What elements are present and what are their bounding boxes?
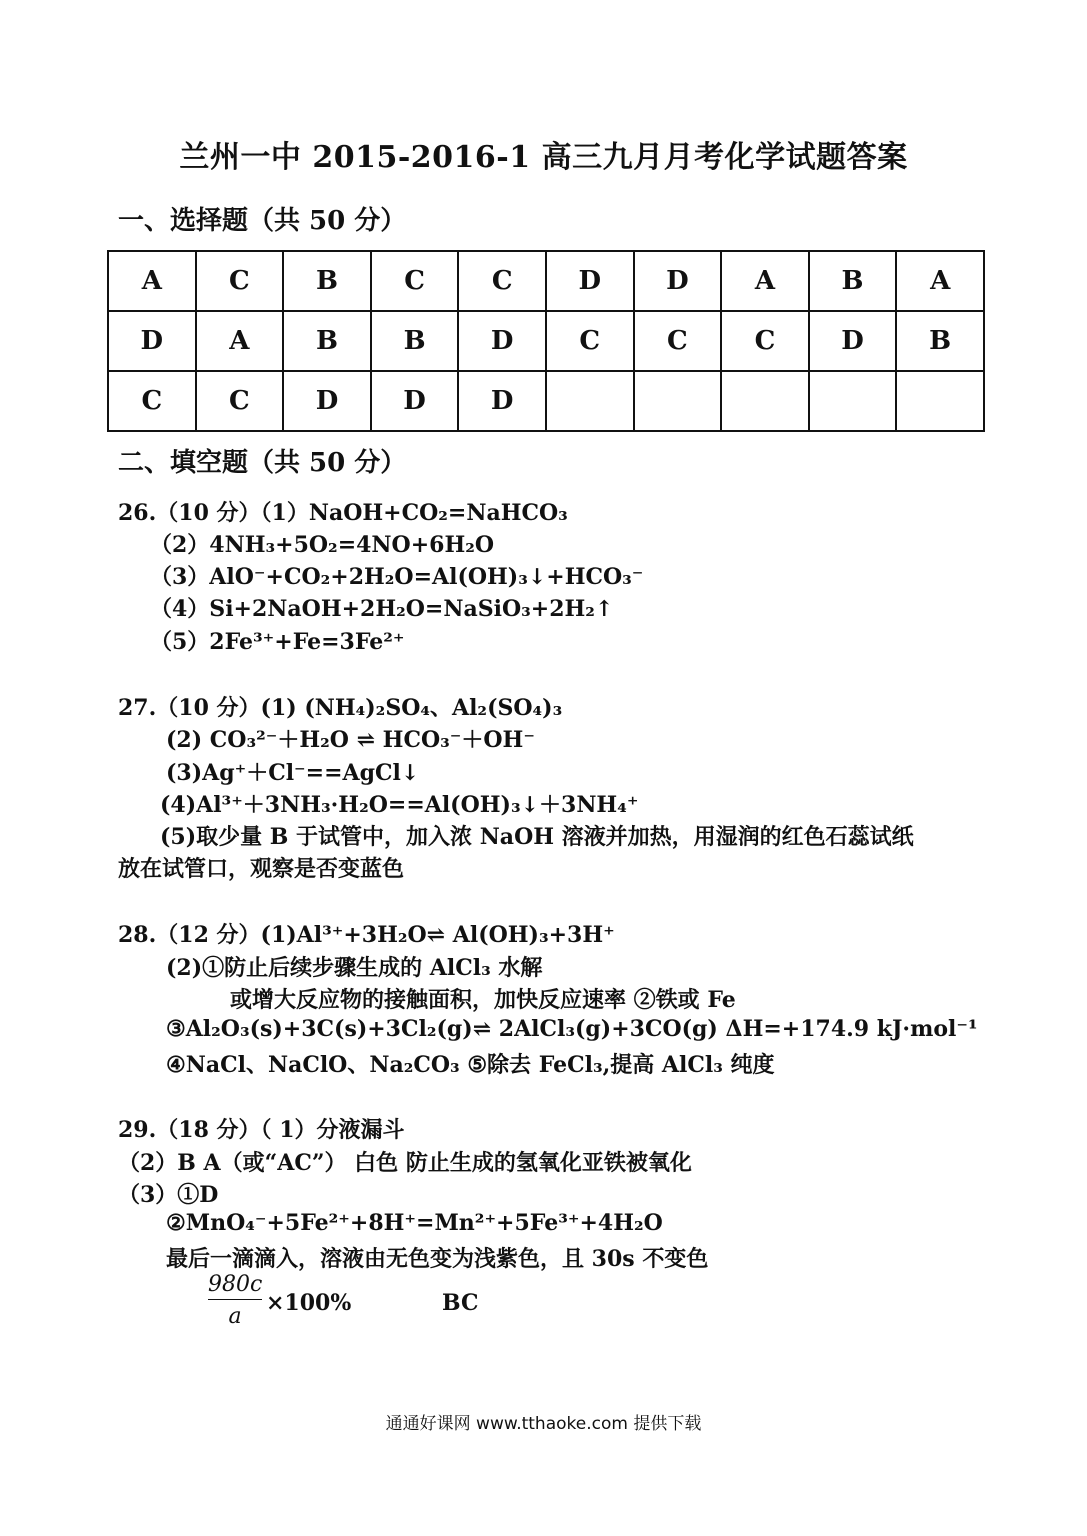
q27-line-2: (2) CO₃²⁻＋H₂O ⇌ HCO₃⁻＋OH⁻ xyxy=(166,727,535,753)
answer-cell: A xyxy=(896,251,984,311)
q29-line-1: 29.（18 分）（ 1）分液漏斗 xyxy=(118,1117,405,1143)
q26-line-5: （5）2Fe³⁺+Fe=3Fe²⁺ xyxy=(150,629,405,655)
q27-line-3: (3)Ag⁺＋Cl⁻==AgCl↓ xyxy=(166,760,420,786)
answer-cell: D xyxy=(809,311,897,371)
q28-line-4: ③Al₂O₃(s)+3C(s)+3Cl₂(g)⇌ 2AlCl₃(g)+3CO(g) ΔH=+174.9 kJ·mol⁻¹ xyxy=(166,1016,978,1042)
answer-cell: C xyxy=(196,371,284,431)
q26-line-3: （3）AlO⁻+CO₂+2H₂O=Al(OH)₃↓+HCO₃⁻ xyxy=(150,564,644,590)
q27-line-1: 27.（10 分）(1) (NH₄)₂SO₄、Al₂(SO₄)₃ xyxy=(118,695,563,721)
answer-cell: D xyxy=(108,311,196,371)
answer-cell: A xyxy=(196,311,284,371)
choice-answer-table xyxy=(107,250,985,432)
section-heading-fill: 二、填空题（共 50 分） xyxy=(118,448,407,478)
fraction-numerator: 980c xyxy=(208,1272,262,1300)
q28-line-3: 或增大反应物的接触面积，加快反应速率 ②铁或 Fe xyxy=(230,987,736,1013)
fraction-denominator: a xyxy=(228,1304,242,1329)
q26-line-4: （4）Si+2NaOH+2H₂O=NaSiO₃+2H₂↑ xyxy=(150,596,614,622)
q27-line-6: 放在试管口，观察是否变蓝色 xyxy=(118,856,405,882)
purity-fraction xyxy=(208,1272,262,1329)
answer-cell: D xyxy=(283,371,371,431)
q29-line-4: ②MnO₄⁻+5Fe²⁺+8H⁺=Mn²⁺+5Fe³⁺+4H₂O xyxy=(166,1210,663,1236)
q29-answer-bc: BC xyxy=(442,1290,479,1316)
answer-cell xyxy=(721,371,809,431)
answer-row xyxy=(108,251,984,311)
answer-cell: C xyxy=(458,251,546,311)
q26-line-2: （2）4NH₃+5O₂=4NO+6H₂O xyxy=(150,532,495,558)
answer-cell: D xyxy=(458,311,546,371)
answer-cell: B xyxy=(896,311,984,371)
answer-cell: C xyxy=(546,311,634,371)
answer-cell: A xyxy=(108,251,196,311)
q27-line-5: (5)取少量 B 于试管中，加入浓 NaOH 溶液并加热，用湿润的红色石蕊试纸 xyxy=(160,824,914,850)
answer-cell: B xyxy=(283,311,371,371)
answer-cell: C xyxy=(721,311,809,371)
q27-line-4: (4)Al³⁺＋3NH₃·H₂O==Al(OH)₃↓＋3NH₄⁺ xyxy=(160,792,639,818)
answer-cell xyxy=(634,371,722,431)
answer-row xyxy=(108,371,984,431)
answer-cell xyxy=(546,371,634,431)
answer-cell: B xyxy=(283,251,371,311)
section-heading-choice: 一、选择题（共 50 分） xyxy=(118,206,407,236)
answer-cell: C xyxy=(371,251,459,311)
answer-cell: C xyxy=(108,371,196,431)
q26-line-1: 26.（10 分）（1）NaOH+CO₂=NaHCO₃ xyxy=(118,500,568,526)
answer-cell: A xyxy=(721,251,809,311)
answer-cell: D xyxy=(371,371,459,431)
answer-cell: D xyxy=(634,251,722,311)
q28-line-5: ④NaCl、NaClO、Na₂CO₃ ⑤除去 FeCl₃,提高 AlCl₃ 纯度 xyxy=(166,1052,775,1078)
q28-line-1: 28.（12 分）(1)Al³⁺+3H₂O⇌ Al(OH)₃+3H⁺ xyxy=(118,922,615,948)
page-title: 兰州一中 2015-2016-1 高三九月月考化学试题答案 xyxy=(179,140,908,175)
answer-row xyxy=(108,311,984,371)
answer-cell: C xyxy=(196,251,284,311)
q29-line-2: （2）B A（或“AC”） 白色 防止生成的氢氧化亚铁被氧化 xyxy=(118,1150,692,1176)
answer-cell xyxy=(809,371,897,431)
q29-line-5: 最后一滴滴入，溶液由无色变为浅紫色，且 30s 不变色 xyxy=(166,1246,709,1272)
q29-line-3: （3）①D xyxy=(118,1182,219,1208)
answer-cell xyxy=(896,371,984,431)
q28-line-2: (2)①防止后续步骤生成的 AlCl₃ 水解 xyxy=(166,955,543,981)
answer-cell: C xyxy=(634,311,722,371)
page-footer: 通通好课网 www.tthaoke.com 提供下载 xyxy=(385,1414,702,1434)
fraction-multiplier: ×100% xyxy=(266,1290,352,1316)
answer-cell: D xyxy=(546,251,634,311)
answer-cell: D xyxy=(458,371,546,431)
answer-cell: B xyxy=(809,251,897,311)
answer-cell: B xyxy=(371,311,459,371)
